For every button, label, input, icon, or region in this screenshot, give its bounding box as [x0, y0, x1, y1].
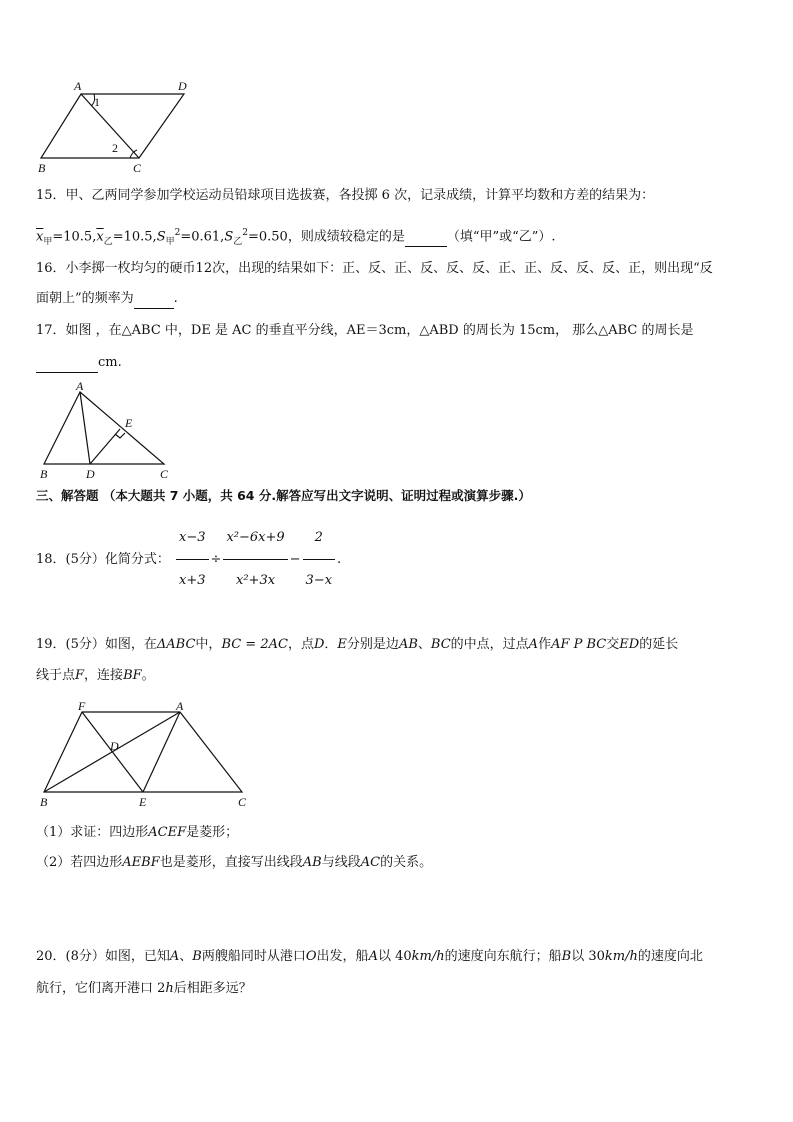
- label-a: A: [74, 79, 82, 93]
- label-e: E: [139, 795, 147, 809]
- sub-jia: 甲: [43, 236, 53, 247]
- fraction-3: $\frac{2}{3-x}$: [303, 518, 336, 601]
- q19-line2: 线于点F，连接BF。: [36, 668, 155, 683]
- label-f: F: [78, 699, 86, 713]
- label-b: B: [40, 795, 48, 809]
- label-angle-1: 1: [94, 95, 100, 109]
- label-c: C: [160, 467, 169, 481]
- fraction-2: $\frac{\text{x²−6x+9}}{\text{x²+3x}}$: [223, 518, 287, 601]
- diagonal-ac: [81, 94, 139, 158]
- q20-line2: 航行，它们离开港口 2h后相距多远？: [36, 981, 252, 996]
- q20-line1: 20．(8分）如图，已知A、B两艘船同时从港口O出发，船A以 40km/h的速度向东航行；船B以 30km/h的速度向北: [36, 949, 703, 964]
- label-d: D: [86, 467, 95, 481]
- x-bar: $\overline{x}$: [36, 229, 44, 245]
- q16-line2: 面朝上”的频率为 .: [36, 290, 178, 309]
- segment-ad: [80, 392, 90, 464]
- triangle-figure: [36, 379, 186, 482]
- label-a: A: [176, 699, 184, 713]
- label-d: D: [178, 79, 187, 93]
- q19-line1: 19．(5分）如图，在ΔABC中，BC = 2AC，点D．E分别是边AB、BC的中点，过点A作AF P BC交ED的延长: [36, 637, 679, 652]
- section3-title: 三、解答题 （本大题共 7 小题，共 64 分.解答应写出文字说明、证明过程或演算步骤.）: [36, 488, 531, 503]
- q15-answer-blank[interactable]: [405, 228, 447, 247]
- s-variance: S: [156, 229, 166, 245]
- q17-answer-blank[interactable]: [36, 354, 98, 373]
- triangle-abc: [44, 392, 164, 464]
- label-c: C: [238, 795, 247, 809]
- label-angle-2: 2: [112, 141, 118, 155]
- q19-sub2: （2）若四边形AEBF也是菱形，直接写出线段AB与线段AC的关系。: [36, 855, 433, 870]
- label-e: E: [125, 416, 133, 430]
- q19-sub1: （1）求证：四边形ACEF是菱形；: [36, 825, 239, 840]
- label-b: B: [40, 467, 48, 481]
- label-c: C: [133, 161, 142, 175]
- q17-line1: 17．如图 ，在△ABC 中，DE 是 AC 的垂直平分线，AE＝3cm，△ABD 的周长为 15cm， 那么△ABC 的周长是: [36, 323, 694, 338]
- rhombus-figure: [36, 700, 256, 812]
- label-a: A: [76, 379, 84, 393]
- segment-ae: [143, 712, 180, 792]
- q15-line1: 15．甲、乙两同学参加学校运动员铅球项目选拔赛，各投掷 6 次，记录成绩，计算平均数和方差的结果为：: [36, 188, 655, 203]
- q16-line1: 16．小李掷一枚均匀的硬币12次，出现的结果如下：正、反、正、反、反、反、正、正、反、反、反、正，则出现“反: [36, 261, 713, 276]
- q17-line2: cm.: [36, 354, 122, 373]
- parallelogram-figure: [36, 76, 196, 176]
- trapezoid-fabc: [44, 712, 242, 792]
- fraction-1: $\frac{x-3}{x+3}$: [176, 518, 209, 601]
- q18-line: 18．(5分）化简分式： $\frac{x-3}{x+3}$ ÷ $\frac{\text{x²−6x+9}}{\text{x²+3x}}$ − $\frac{2}{3-x}$ .: [36, 518, 341, 601]
- label-b: B: [38, 161, 46, 175]
- q15-line2: $\overline{x}_甲=10.5,\overline{x}_乙=10.5,S_甲^2=0.61,S_乙^2=0.50$，则成绩较稳定的是 （填“甲”或“乙”）.: [36, 228, 556, 247]
- q16-answer-blank[interactable]: [134, 290, 174, 309]
- label-d: D: [110, 739, 119, 753]
